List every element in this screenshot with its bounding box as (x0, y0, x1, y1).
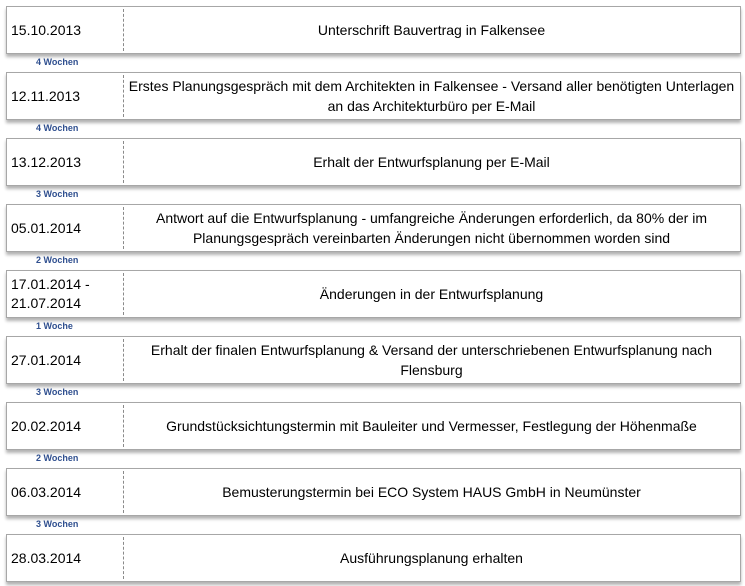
entry-description: Grundstücksichtungstermin mit Bauleiter und Vermesser, Festlegung der Höhenmaße (166, 418, 697, 434)
entry-date: 20.02.2014 (11, 417, 82, 434)
timeline-entry (6, 402, 741, 450)
dashed-divider (123, 75, 124, 117)
dashed-divider (123, 537, 124, 579)
timeline-entry (6, 72, 741, 120)
entry-description: Erstes Planungsgespräch mit dem Architekten in Falkensee - Versand aller benötigten Unterlagen an das Architekturbüro per E-Mail (128, 78, 735, 114)
interval-label: 3 Wochen (36, 189, 79, 199)
timeline-entry (6, 270, 741, 318)
entry-description: Erhalt der Entwurfsplanung per E-Mail (313, 154, 550, 170)
entry-date: 17.01.2014 - 21.07.2014 (11, 276, 90, 311)
interval-label: 2 Wochen (36, 453, 79, 463)
timeline-entry (6, 534, 741, 582)
interval-label: 2 Wochen (36, 255, 79, 265)
interval-label: 1 Woche (36, 321, 73, 331)
entry-date: 06.03.2014 (11, 483, 82, 500)
timeline-entry (6, 138, 741, 186)
entry-description: Bemusterungstermin bei ECO System HAUS GmbH in Neumünster (222, 484, 641, 500)
entry-date: 27.01.2014 (11, 351, 82, 368)
dashed-divider (123, 273, 124, 315)
timeline-entry (6, 336, 741, 384)
entry-date: 28.03.2014 (11, 549, 82, 566)
entry-description: Ausführungsplanung erhalten (340, 550, 523, 566)
interval-label: 3 Wochen (36, 519, 79, 529)
entry-date: 05.01.2014 (11, 219, 82, 236)
dashed-divider (123, 405, 124, 447)
dashed-divider (123, 141, 124, 183)
interval-label: 3 Wochen (36, 387, 79, 397)
dashed-divider (123, 471, 124, 513)
dashed-divider (123, 339, 124, 381)
timeline-entry (6, 204, 741, 252)
timeline-entry (6, 468, 741, 516)
entry-description: Unterschrift Bauvertrag in Falkensee (317, 22, 546, 38)
entry-date: 15.10.2013 (11, 21, 82, 38)
interval-label: 4 Wochen (36, 123, 79, 133)
dashed-divider (123, 9, 124, 51)
entry-description: Erhalt der finalen Entwurfsplanung & Versand der unterschriebenen Entwurfsplanung nach Flensburg (150, 342, 713, 378)
entry-date: 12.11.2013 (11, 87, 81, 104)
timeline-entry (6, 6, 741, 54)
entry-description: Änderungen in der Entwurfsplanung (319, 286, 544, 302)
dashed-divider (123, 207, 124, 249)
entry-date: 13.12.2013 (11, 153, 82, 170)
entry-description: Antwort auf die Entwurfsplanung - umfangreiche Änderungen erforderlich, da 80% der im Planungsgespräch vereinbarten Änderungen nicht übernommen worden sind (156, 210, 707, 246)
interval-label: 4 Wochen (36, 57, 79, 67)
